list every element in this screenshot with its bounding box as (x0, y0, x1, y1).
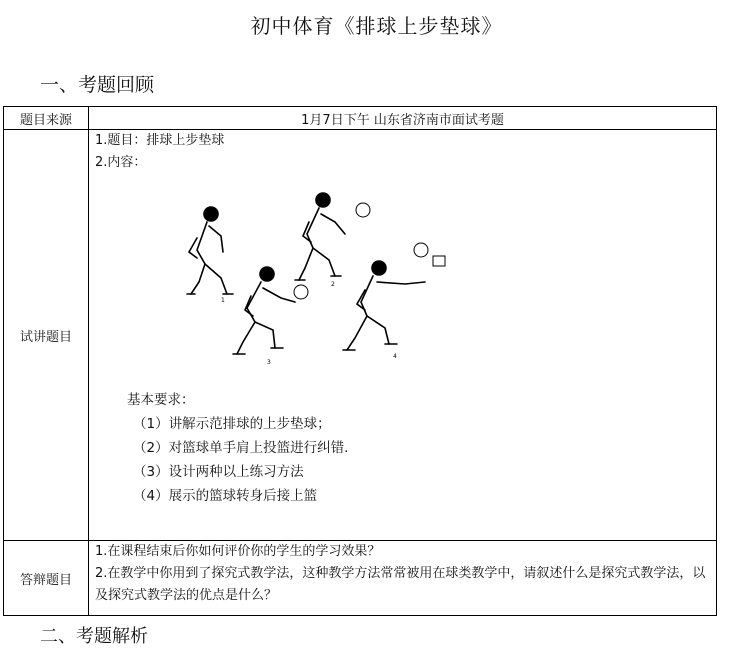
requirements-title: 基本要求： (127, 392, 195, 408)
exam-table (3, 106, 717, 616)
requirement-item: （3）设计两种以上练习方法 (133, 464, 304, 480)
requirement-item: （4）展示的篮球转身后接上篮 (133, 488, 318, 504)
player-figure-4 (343, 243, 445, 350)
lecture-content-label: 2.内容： (95, 155, 147, 170)
table-row-defense (4, 541, 717, 616)
figure-label-1: 1 (221, 297, 225, 304)
figure-label-2: 2 (331, 281, 335, 288)
figure-label-4: 4 (393, 353, 397, 360)
document-title: 初中体育《排球上步垫球》 (250, 14, 503, 38)
player-figure-1 (187, 207, 233, 294)
requirement-item: （2）对篮球单手肩上投篮进行纠错. (133, 440, 349, 456)
figure-label-3: 3 (267, 359, 271, 366)
section-heading-analysis: 二、考题解析 (40, 626, 148, 647)
requirements-block (127, 388, 710, 508)
lecture-topic: 1.题目：排球上步垫球 (95, 133, 225, 148)
section-heading-review: 一、考题回顾 (40, 74, 155, 96)
table-row-lecture (4, 130, 717, 541)
lecture-label: 试讲题目 (4, 130, 89, 541)
defense-question-2: 2.在教学中你用到了探究式教学法，这种教学方法常常被用在球类教学中，请叙述什么是探究式教学法，以及探究式教学法的优点是什么？ (95, 566, 706, 603)
defense-question-1: 1.在课程结束后你如何评价你的学生的学习效果？ (95, 544, 381, 559)
defense-label: 答辩题目 (4, 541, 89, 616)
player-figure-2 (295, 193, 370, 280)
source-value: 1月7日下午 山东省济南市面试考题 (89, 107, 717, 130)
table-row-source (4, 107, 717, 130)
volleyball-illustration (135, 182, 535, 382)
source-label: 题目来源 (4, 107, 89, 130)
lecture-content (89, 130, 717, 541)
defense-content (89, 541, 717, 616)
requirement-item: （1）讲解示范排球的上步垫球； (133, 416, 331, 432)
